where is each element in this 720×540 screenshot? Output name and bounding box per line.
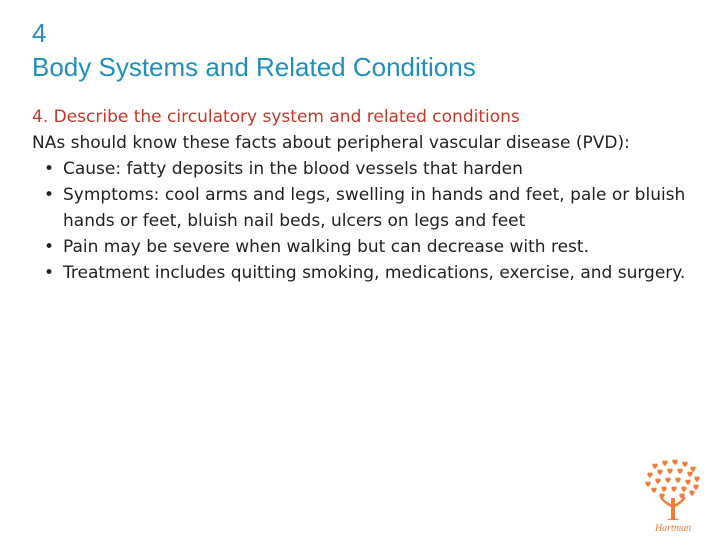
logo-brand-text: Hartman (654, 523, 692, 534)
heart-shape (661, 486, 666, 492)
heart-shape (665, 477, 670, 483)
chapter-number: 4 (32, 18, 47, 48)
section-subheading: 4. Describe the circulatory system and related conditions (32, 107, 520, 127)
heart-shape (675, 477, 680, 483)
chapter-title: Body Systems and Related Conditions (32, 52, 476, 82)
bullet-list (32, 156, 702, 286)
bullet-dot: • (44, 237, 55, 257)
bullet-dot: • (44, 185, 55, 205)
bullet-item (32, 182, 702, 234)
bullet-item (32, 234, 702, 260)
heart-shape (651, 487, 656, 493)
heart-shape (687, 471, 692, 477)
bullet-text: Treatment includes quitting smoking, medications, exercise, and surgery. (63, 263, 686, 283)
heart-shape (655, 478, 660, 484)
heart-shape (682, 461, 687, 467)
heart-shape (662, 460, 667, 466)
heart-shape (677, 468, 682, 474)
slide-content (32, 104, 702, 286)
heart-shape (672, 459, 677, 465)
bullet-dot: • (44, 263, 55, 283)
heart-shape (681, 486, 686, 492)
heart-shape (652, 463, 657, 469)
bullet-text: Pain may be severe when walking but can decrease with rest. (63, 237, 589, 257)
hartman-logo (640, 458, 706, 534)
heart-shape (685, 479, 690, 485)
heart-shape (689, 490, 694, 496)
heart-shape (671, 486, 676, 492)
slide-title (32, 16, 476, 84)
bullet-dot: • (44, 159, 55, 179)
bullet-item (32, 260, 702, 286)
heart-shape (693, 484, 698, 490)
heart-shape (645, 481, 650, 487)
heart-shape (657, 469, 662, 475)
heart-shape (694, 476, 699, 482)
intro-text: NAs should know these facts about peripheral vascular disease (PVD): (32, 133, 630, 153)
heart-shape (647, 472, 652, 478)
heart-shape (690, 466, 695, 472)
bullet-text: Symptoms: cool arms and legs, swelling in hands and feet, pale or bluish hands or feet, bluish nail beds, ulcers on legs and feet (63, 185, 686, 231)
heart-tree-icon (645, 459, 699, 520)
bullet-text: Cause: fatty deposits in the blood vessels that harden (63, 159, 523, 179)
bullet-item (32, 156, 702, 182)
heart-shape (667, 468, 672, 474)
